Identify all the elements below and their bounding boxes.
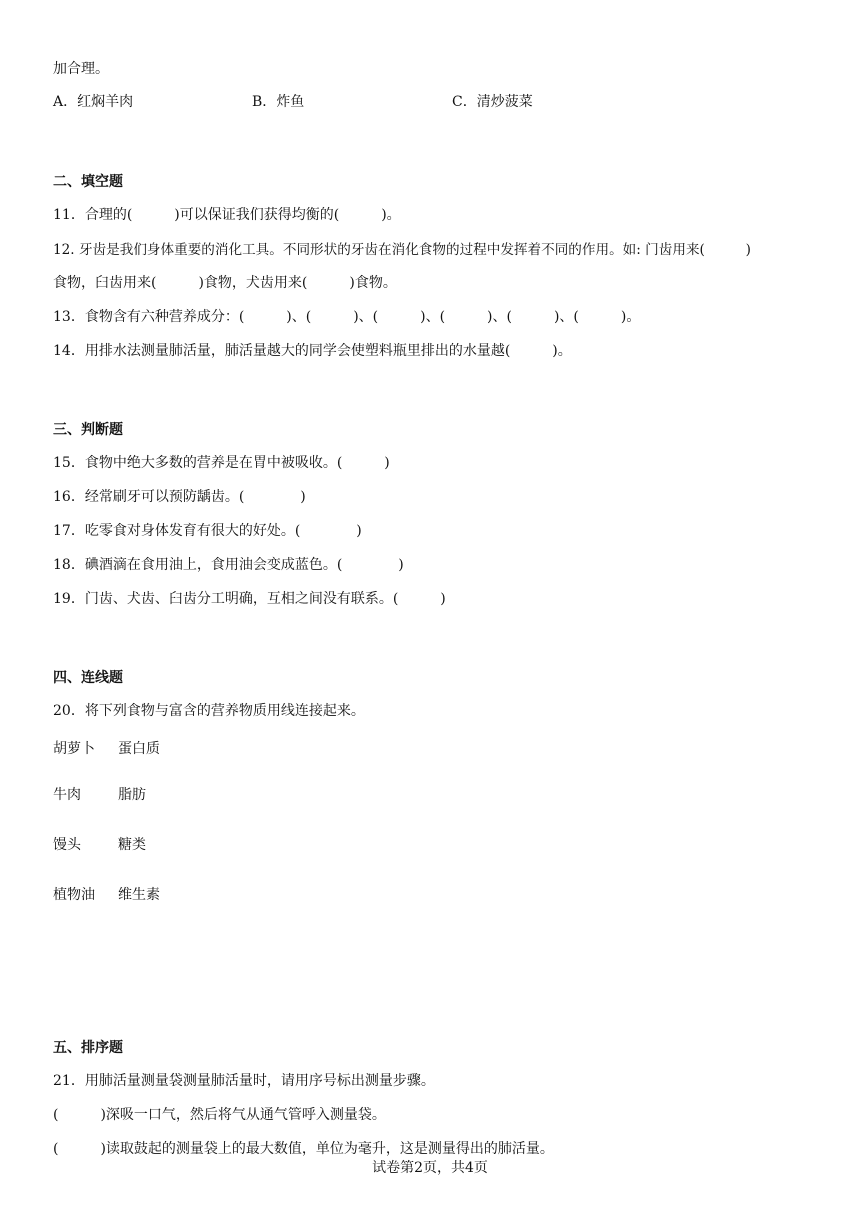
page-footer: 试卷第2页，共4页: [372, 1160, 488, 1176]
question-12-line-1: 12. 牙齿是我们身体重要的消化工具。不同形状的牙齿在消化食物的过程中发挥着不同的作用。如: 门齿用来( ): [53, 242, 751, 258]
nutrient-item-sugar: 糖类: [118, 837, 146, 853]
q10-option-a: A．红焖羊肉: [53, 94, 134, 110]
section-ordering-heading: 五、排序题: [53, 1040, 123, 1056]
q10-option-c: C．清炒菠菜: [452, 94, 533, 110]
nutrient-item-fat: 脂肪: [118, 787, 146, 803]
question-16: 16．经常刷牙可以预防龋齿。( ): [53, 489, 306, 505]
question-14: 14．用排水法测量肺活量，肺活量越大的同学会使塑料瓶里排出的水量越( )。: [53, 343, 572, 359]
nutrient-item-protein: 蛋白质: [118, 741, 160, 757]
question-19: 19．门齿、犬齿、臼齿分工明确，互相之间没有联系。( ): [53, 591, 446, 607]
question-12-line-2: 食物，臼齿用来( )食物，犬齿用来( )食物。: [53, 275, 397, 291]
question-17: 17．吃零食对身体发育有很大的好处。( ): [53, 523, 362, 539]
section-matching-heading: 四、连线题: [53, 670, 123, 686]
q10-tail: 加合理。: [53, 61, 109, 77]
ordering-step-1: ( )深吸一口气，然后将气从通气管呼入测量袋。: [53, 1107, 386, 1123]
question-20: 20．将下列食物与富含的营养物质用线连接起来。: [53, 703, 365, 719]
section-true-false-heading: 三、判断题: [53, 422, 123, 438]
section-fill-blank-heading: 二、填空题: [53, 174, 123, 190]
food-item-carrot: 胡萝卜: [53, 741, 95, 757]
question-21: 21．用肺活量测量袋测量肺活量时，请用序号标出测量步骤。: [53, 1073, 435, 1089]
nutrient-item-vitamin: 维生素: [118, 887, 160, 903]
ordering-step-2: ( )读取鼓起的测量袋上的最大数值，单位为毫升，这是测量得出的肺活量。: [53, 1141, 554, 1157]
food-item-steamed-bun: 馒头: [53, 837, 81, 853]
question-11: 11．合理的( )可以保证我们获得均衡的( )。: [53, 207, 401, 223]
question-13: 13．食物含有六种营养成分：( )、( )、( )、( )、( )、( )。: [53, 309, 641, 325]
food-item-beef: 牛肉: [53, 787, 81, 803]
question-15: 15．食物中绝大多数的营养是在胃中被吸收。( ): [53, 455, 390, 471]
food-item-vegetable-oil: 植物油: [53, 887, 95, 903]
q10-option-b: B．炸鱼: [252, 94, 305, 110]
question-18: 18．碘酒滴在食用油上，食用油会变成蓝色。( ): [53, 557, 404, 573]
